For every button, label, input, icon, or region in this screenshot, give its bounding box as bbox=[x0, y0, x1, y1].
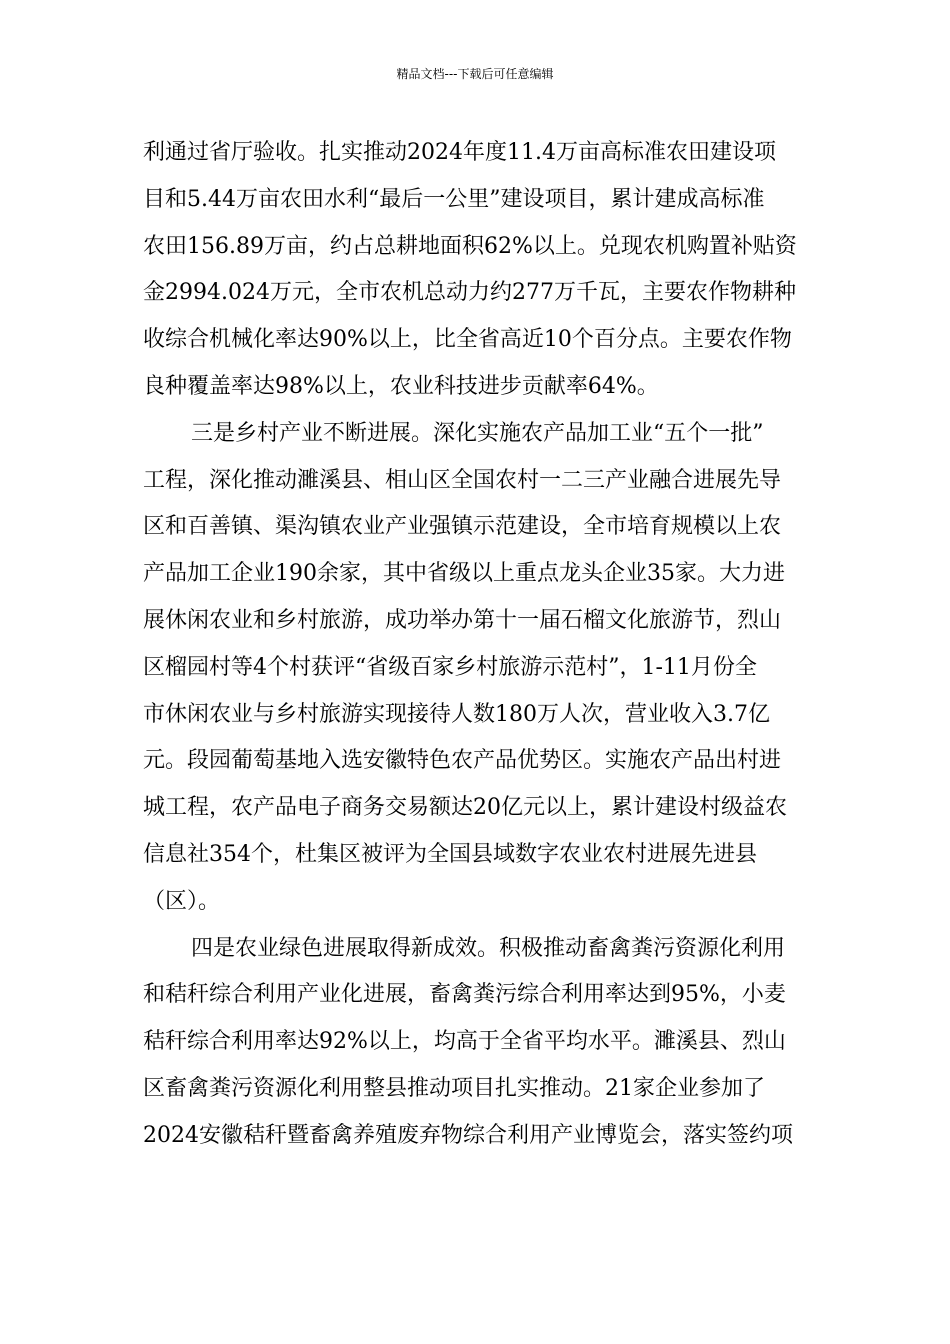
page-header: 精品文档---下载后可任意编辑 bbox=[396, 67, 554, 81]
text-line: 农田156.89万亩，约占总耕地面积62%以上。兑现农机购置补贴资 bbox=[143, 233, 797, 259]
text-line: 产品加工企业190余家，其中省级以上重点龙头企业35家。大力进 bbox=[143, 561, 785, 587]
text-line: 信息社354个，杜集区被评为全国县域数字农业农村进展先进县 bbox=[143, 841, 757, 867]
text-line: 三是乡村产业不断进展。深化实施农产品加工业“五个一批” bbox=[191, 420, 764, 446]
text-line: 元。段园葡萄基地入选安徽特色农产品优势区。实施农产品出村进 bbox=[143, 748, 782, 774]
text-line: 城工程，农产品电子商务交易额达20亿元以上，累计建设村级益农 bbox=[143, 795, 787, 821]
document-body bbox=[143, 130, 809, 1160]
text-line: 2024安徽秸秆暨畜禽养殖废弃物综合利用产业博览会，落实签约项 bbox=[143, 1122, 793, 1148]
text-line: 和秸秆综合利用产业化进展，畜禽粪污综合利用率达到95%，小麦 bbox=[143, 982, 786, 1008]
text-line: 金2994.024万元，全市农机总动力约277万千瓦，主要农作物耕种 bbox=[143, 280, 796, 306]
text-line: 四是农业绿色进展取得新成效。积极推动畜禽粪污资源化利用 bbox=[191, 935, 786, 961]
text-line: 区榴园村等4个村获评“省级百家乡村旅游示范村”，1-11月份全 bbox=[143, 654, 757, 680]
text-line: 工程，深化推动濉溪县、相山区全国农村一二三产业融合进展先导 bbox=[143, 467, 782, 493]
text-line: 展休闲农业和乡村旅游，成功举办第十一届石榴文化旅游节，烈山 bbox=[143, 607, 782, 633]
text-line: 目和5.44万亩农田水利“最后一公里”建设项目，累计建成高标准 bbox=[143, 186, 765, 212]
text-line: 收综合机械化率达90%以上，比全省高近10个百分点。主要农作物 bbox=[143, 327, 792, 353]
text-line: 区畜禽粪污资源化利用整县推动项目扎实推动。21家企业参加了 bbox=[143, 1075, 765, 1101]
text-line: （区）。 bbox=[143, 888, 221, 914]
text-line: 良种覆盖率达98%以上，农业科技进步贡献率64%。 bbox=[143, 373, 659, 399]
text-line: 市休闲农业与乡村旅游实现接待人数180万人次，营业收入3.7亿 bbox=[143, 701, 770, 727]
text-line: 区和百善镇、渠沟镇农业产业强镇示范建设，全市培育规模以上农 bbox=[143, 514, 782, 540]
text-line: 利通过省厅验收。扎实推动2024年度11.4万亩高标准农田建设项 bbox=[143, 140, 776, 165]
text-line: 秸秆综合利用率达92%以上，均高于全省平均水平。濉溪县、烈山 bbox=[143, 1029, 786, 1055]
